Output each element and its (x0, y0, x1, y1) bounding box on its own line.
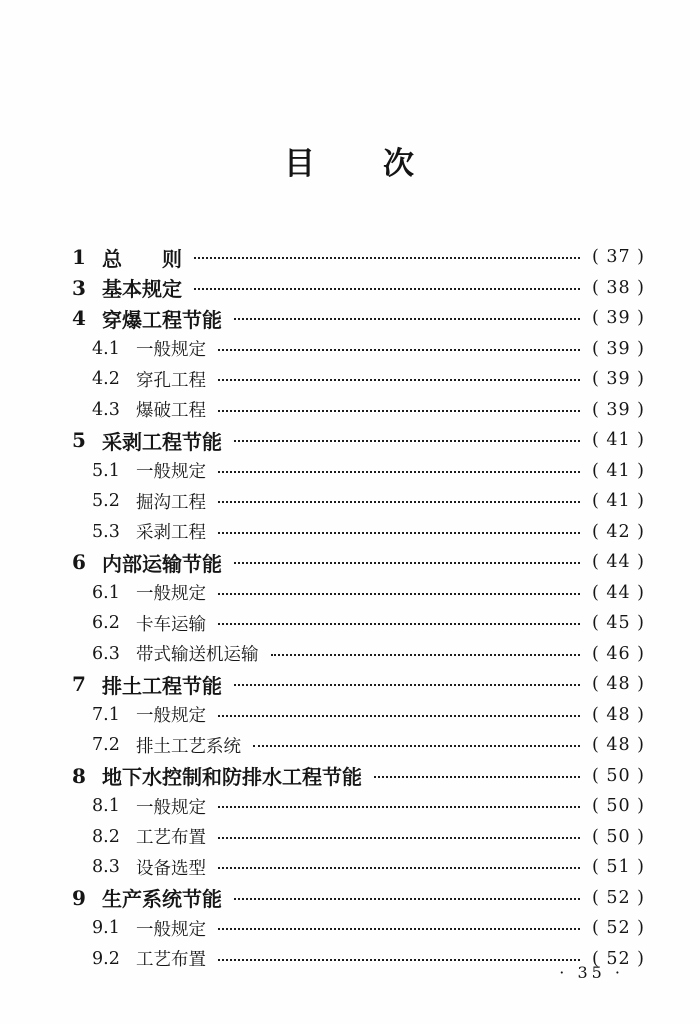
toc-entry-number: 9.1 (92, 918, 120, 939)
toc-entry (72, 578, 645, 609)
page-title: 目 次 (284, 146, 416, 182)
dot-leader (218, 928, 580, 930)
toc-entry-page: ( 41 ) (591, 430, 645, 451)
toc-entry-number: 3 (72, 275, 86, 300)
toc-entry-label: 一般规定 (136, 340, 206, 361)
toc-entry-page: ( 39 ) (591, 369, 645, 390)
toc-entry (72, 669, 645, 700)
toc-entry (72, 761, 645, 792)
toc-entry-page: ( 45 ) (591, 613, 645, 634)
toc-entry-number: 4.3 (92, 399, 120, 420)
toc-entry-number: 8.3 (92, 857, 120, 878)
toc-entry (72, 608, 645, 639)
toc-entry-page: ( 38 ) (591, 277, 645, 298)
dot-leader (218, 532, 580, 534)
toc-entry-label: 地下水控制和防排水工程节能 (102, 765, 362, 790)
toc-entry-label: 总 则 (102, 246, 182, 271)
toc-entry-label: 工艺布置 (136, 828, 206, 849)
toc-entry-page: ( 39 ) (591, 399, 645, 420)
toc-entry (72, 273, 645, 304)
toc-entry-label: 排土工艺系统 (136, 736, 241, 757)
dot-leader (253, 745, 580, 747)
toc-entry (72, 425, 645, 456)
dot-leader (234, 318, 580, 320)
dot-leader (374, 776, 580, 778)
toc-entry-page: ( 42 ) (591, 521, 645, 542)
toc-entry-label: 穿爆工程节能 (102, 307, 222, 332)
toc-entry-number: 7.1 (92, 704, 120, 725)
toc-entry-number: 8 (72, 763, 86, 788)
toc-entry (72, 303, 645, 334)
dot-leader (234, 440, 580, 442)
toc-entry-number: 9.2 (92, 948, 120, 969)
toc-entry (72, 700, 645, 731)
toc-entry-number: 9 (72, 885, 86, 910)
dot-leader (218, 715, 580, 717)
toc-entry-label: 设备选型 (136, 858, 206, 879)
toc-entry-label: 一般规定 (136, 797, 206, 818)
toc-entry-page: ( 41 ) (591, 460, 645, 481)
toc-entry-page: ( 44 ) (591, 552, 645, 573)
toc-entry-number: 7 (72, 672, 86, 697)
toc-entry-page: ( 52 ) (591, 918, 645, 939)
toc-entry-page: ( 39 ) (591, 308, 645, 329)
toc-entry (72, 913, 645, 944)
dot-leader (218, 471, 580, 473)
toc-entry-number: 5.2 (92, 491, 120, 512)
toc-entry-label: 爆破工程 (136, 401, 206, 422)
toc-entry (72, 791, 645, 822)
toc-entry-label: 一般规定 (136, 584, 206, 605)
toc-entry (72, 547, 645, 578)
dot-leader (194, 257, 580, 259)
dot-leader (194, 288, 580, 290)
toc-list (72, 242, 645, 974)
toc-entry-number: 5.1 (92, 460, 120, 481)
dot-leader (271, 654, 581, 656)
dot-leader (218, 349, 580, 351)
toc-entry (72, 364, 645, 395)
toc-entry-label: 穿孔工程 (136, 370, 206, 391)
toc-entry (72, 852, 645, 883)
toc-entry-page: ( 44 ) (591, 582, 645, 603)
toc-entry (72, 730, 645, 761)
toc-entry (72, 822, 645, 853)
toc-entry-page: ( 41 ) (591, 491, 645, 512)
toc-entry-number: 4.1 (92, 338, 120, 359)
toc-entry-page: ( 50 ) (591, 765, 645, 786)
toc-entry-label: 带式输送机运输 (136, 645, 259, 666)
toc-entry-number: 8.1 (92, 796, 120, 817)
dot-leader (218, 623, 580, 625)
toc-entry-page: ( 52 ) (591, 887, 645, 908)
footer-page-number: · 35 · (559, 963, 624, 982)
toc-entry-number: 6.3 (92, 643, 120, 664)
toc-entry-label: 一般规定 (136, 462, 206, 483)
toc-entry-number: 4 (72, 306, 86, 331)
toc-entry-page: ( 46 ) (591, 643, 645, 664)
dot-leader (218, 806, 580, 808)
toc-entry-page: ( 48 ) (591, 704, 645, 725)
toc-entry-label: 内部运输节能 (102, 551, 222, 576)
dot-leader (234, 684, 580, 686)
toc-entry (72, 883, 645, 914)
dot-leader (218, 501, 580, 503)
toc-entry (72, 334, 645, 365)
toc-entry (72, 486, 645, 517)
toc-entry (72, 242, 645, 273)
toc-entry-label: 采剥工程节能 (102, 429, 222, 454)
toc-entry-label: 排土工程节能 (102, 673, 222, 698)
toc-entry-label: 卡车运输 (136, 614, 206, 635)
dot-leader (234, 898, 580, 900)
toc-entry-label: 一般规定 (136, 706, 206, 727)
toc-entry-page: ( 50 ) (591, 826, 645, 847)
toc-entry-label: 掘沟工程 (136, 492, 206, 513)
toc-entry-page: ( 48 ) (591, 674, 645, 695)
dot-leader (218, 867, 580, 869)
toc-entry-number: 4.2 (92, 369, 120, 390)
toc-entry-number: 6.2 (92, 613, 120, 634)
dot-leader (234, 562, 580, 564)
toc-entry-page: ( 51 ) (591, 857, 645, 878)
toc-entry-page: ( 48 ) (591, 735, 645, 756)
toc-entry-page: ( 39 ) (591, 338, 645, 359)
toc-entry-label: 工艺布置 (136, 950, 206, 971)
toc-entry-number: 6.1 (92, 582, 120, 603)
dot-leader (218, 837, 580, 839)
toc-entry-number: 1 (72, 245, 86, 270)
dot-leader (218, 959, 580, 961)
toc-entry-number: 7.2 (92, 735, 120, 756)
toc-entry (72, 456, 645, 487)
toc-entry-page: ( 50 ) (591, 796, 645, 817)
toc-entry-label: 一般规定 (136, 919, 206, 940)
dot-leader (218, 410, 580, 412)
toc-entry (72, 639, 645, 670)
toc-entry-page: ( 37 ) (591, 247, 645, 268)
dot-leader (218, 593, 580, 595)
toc-entry-number: 5 (72, 428, 86, 453)
toc-entry-label: 生产系统节能 (102, 887, 222, 912)
toc-entry-label: 采剥工程 (136, 523, 206, 544)
toc-entry-page: ( 52 ) (591, 948, 645, 969)
toc-entry-number: 5.3 (92, 521, 120, 542)
toc-entry-number: 6 (72, 550, 86, 575)
toc-entry (72, 395, 645, 426)
dot-leader (218, 379, 580, 381)
toc-entry-label: 基本规定 (102, 277, 182, 302)
toc-entry-number: 8.2 (92, 826, 120, 847)
toc-entry (72, 517, 645, 548)
